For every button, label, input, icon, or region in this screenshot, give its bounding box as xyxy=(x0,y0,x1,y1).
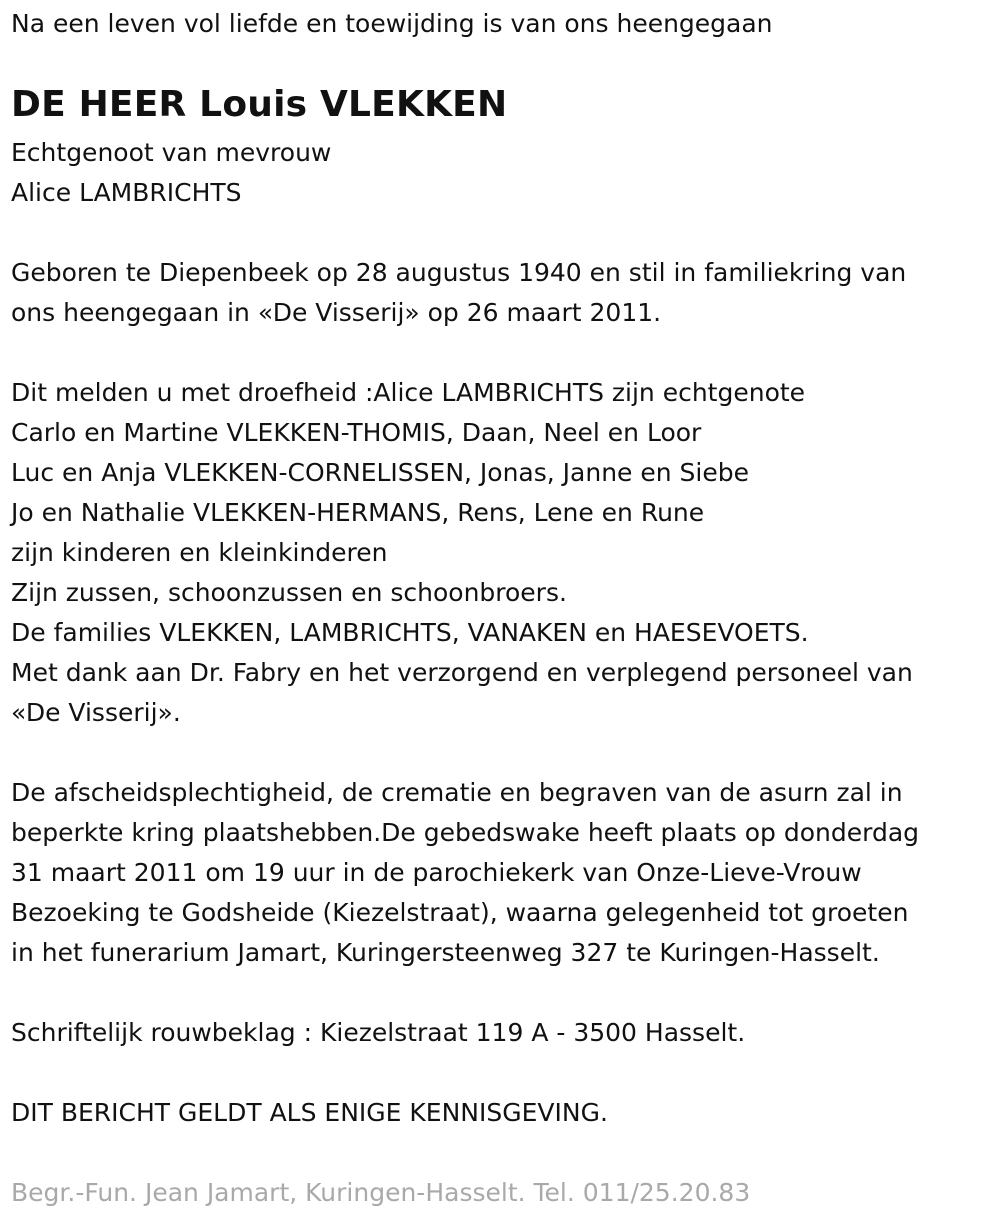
birth-line: Geboren te Diepenbeek op 28 augustus 1940 en stil in familiekring van xyxy=(11,258,907,287)
spouse-name: Alice LAMBRICHTS xyxy=(11,178,242,207)
announcement-line: Zijn zussen, schoonzussen en schoonbroers. xyxy=(11,578,567,607)
ceremony-line: beperkte kring plaatshebben.De gebedswake heeft plaats op donderdag xyxy=(11,818,920,847)
announcement-line: Met dank aan Dr. Fabry en het verzorgend en verplegend personeel van xyxy=(11,658,913,687)
announcement-line: zijn kinderen en kleinkinderen xyxy=(11,538,388,567)
notice-text: DIT BERICHT GELDT ALS ENIGE KENNISGEVING. xyxy=(11,1098,608,1127)
ceremony-line: De afscheidsplechtigheid, de crematie en begraven van de asurn zal in xyxy=(11,778,903,807)
announcement-line: Carlo en Martine VLEKKEN-THOMIS, Daan, Neel en Loor xyxy=(11,418,702,447)
condolence-address: Schriftelijk rouwbeklag : Kiezelstraat 119 A - 3500 Hasselt. xyxy=(11,1018,746,1047)
announcement-line: De families VLEKKEN, LAMBRICHTS, VANAKEN en HAESEVOETS. xyxy=(11,618,809,647)
ceremony-line: 31 maart 2011 om 19 uur in de parochiekerk van Onze-Lieve-Vrouw xyxy=(11,858,862,887)
birth-line: ons heengegaan in «De Visserij» op 26 maart 2011. xyxy=(11,298,662,327)
announcement-line: «De Visserij». xyxy=(11,698,181,727)
deceased-name: DE HEER Louis VLEKKEN xyxy=(11,84,508,125)
announcement-line: Luc en Anja VLEKKEN-CORNELISSEN, Jonas, Janne en Siebe xyxy=(11,458,750,487)
funeral-home-footer: Begr.-Fun. Jean Jamart, Kuringen-Hasselt. Tel. 011/25.20.83 xyxy=(11,1178,751,1207)
ceremony-line: in het funerarium Jamart, Kuringersteenweg 327 te Kuringen-Hasselt. xyxy=(11,938,880,967)
announcement-line: Jo en Nathalie VLEKKEN-HERMANS, Rens, Lene en Rune xyxy=(11,498,705,527)
intro-text: Na een leven vol liefde en toewijding is van ons heengegaan xyxy=(11,9,773,38)
ceremony-line: Bezoeking te Godsheide (Kiezelstraat), waarna gelegenheid tot groeten xyxy=(11,898,909,927)
announcement-line: Dit melden u met droefheid :Alice LAMBRICHTS zijn echtgenote xyxy=(11,378,806,407)
spouse-line: Echtgenoot van mevrouw xyxy=(11,138,332,167)
